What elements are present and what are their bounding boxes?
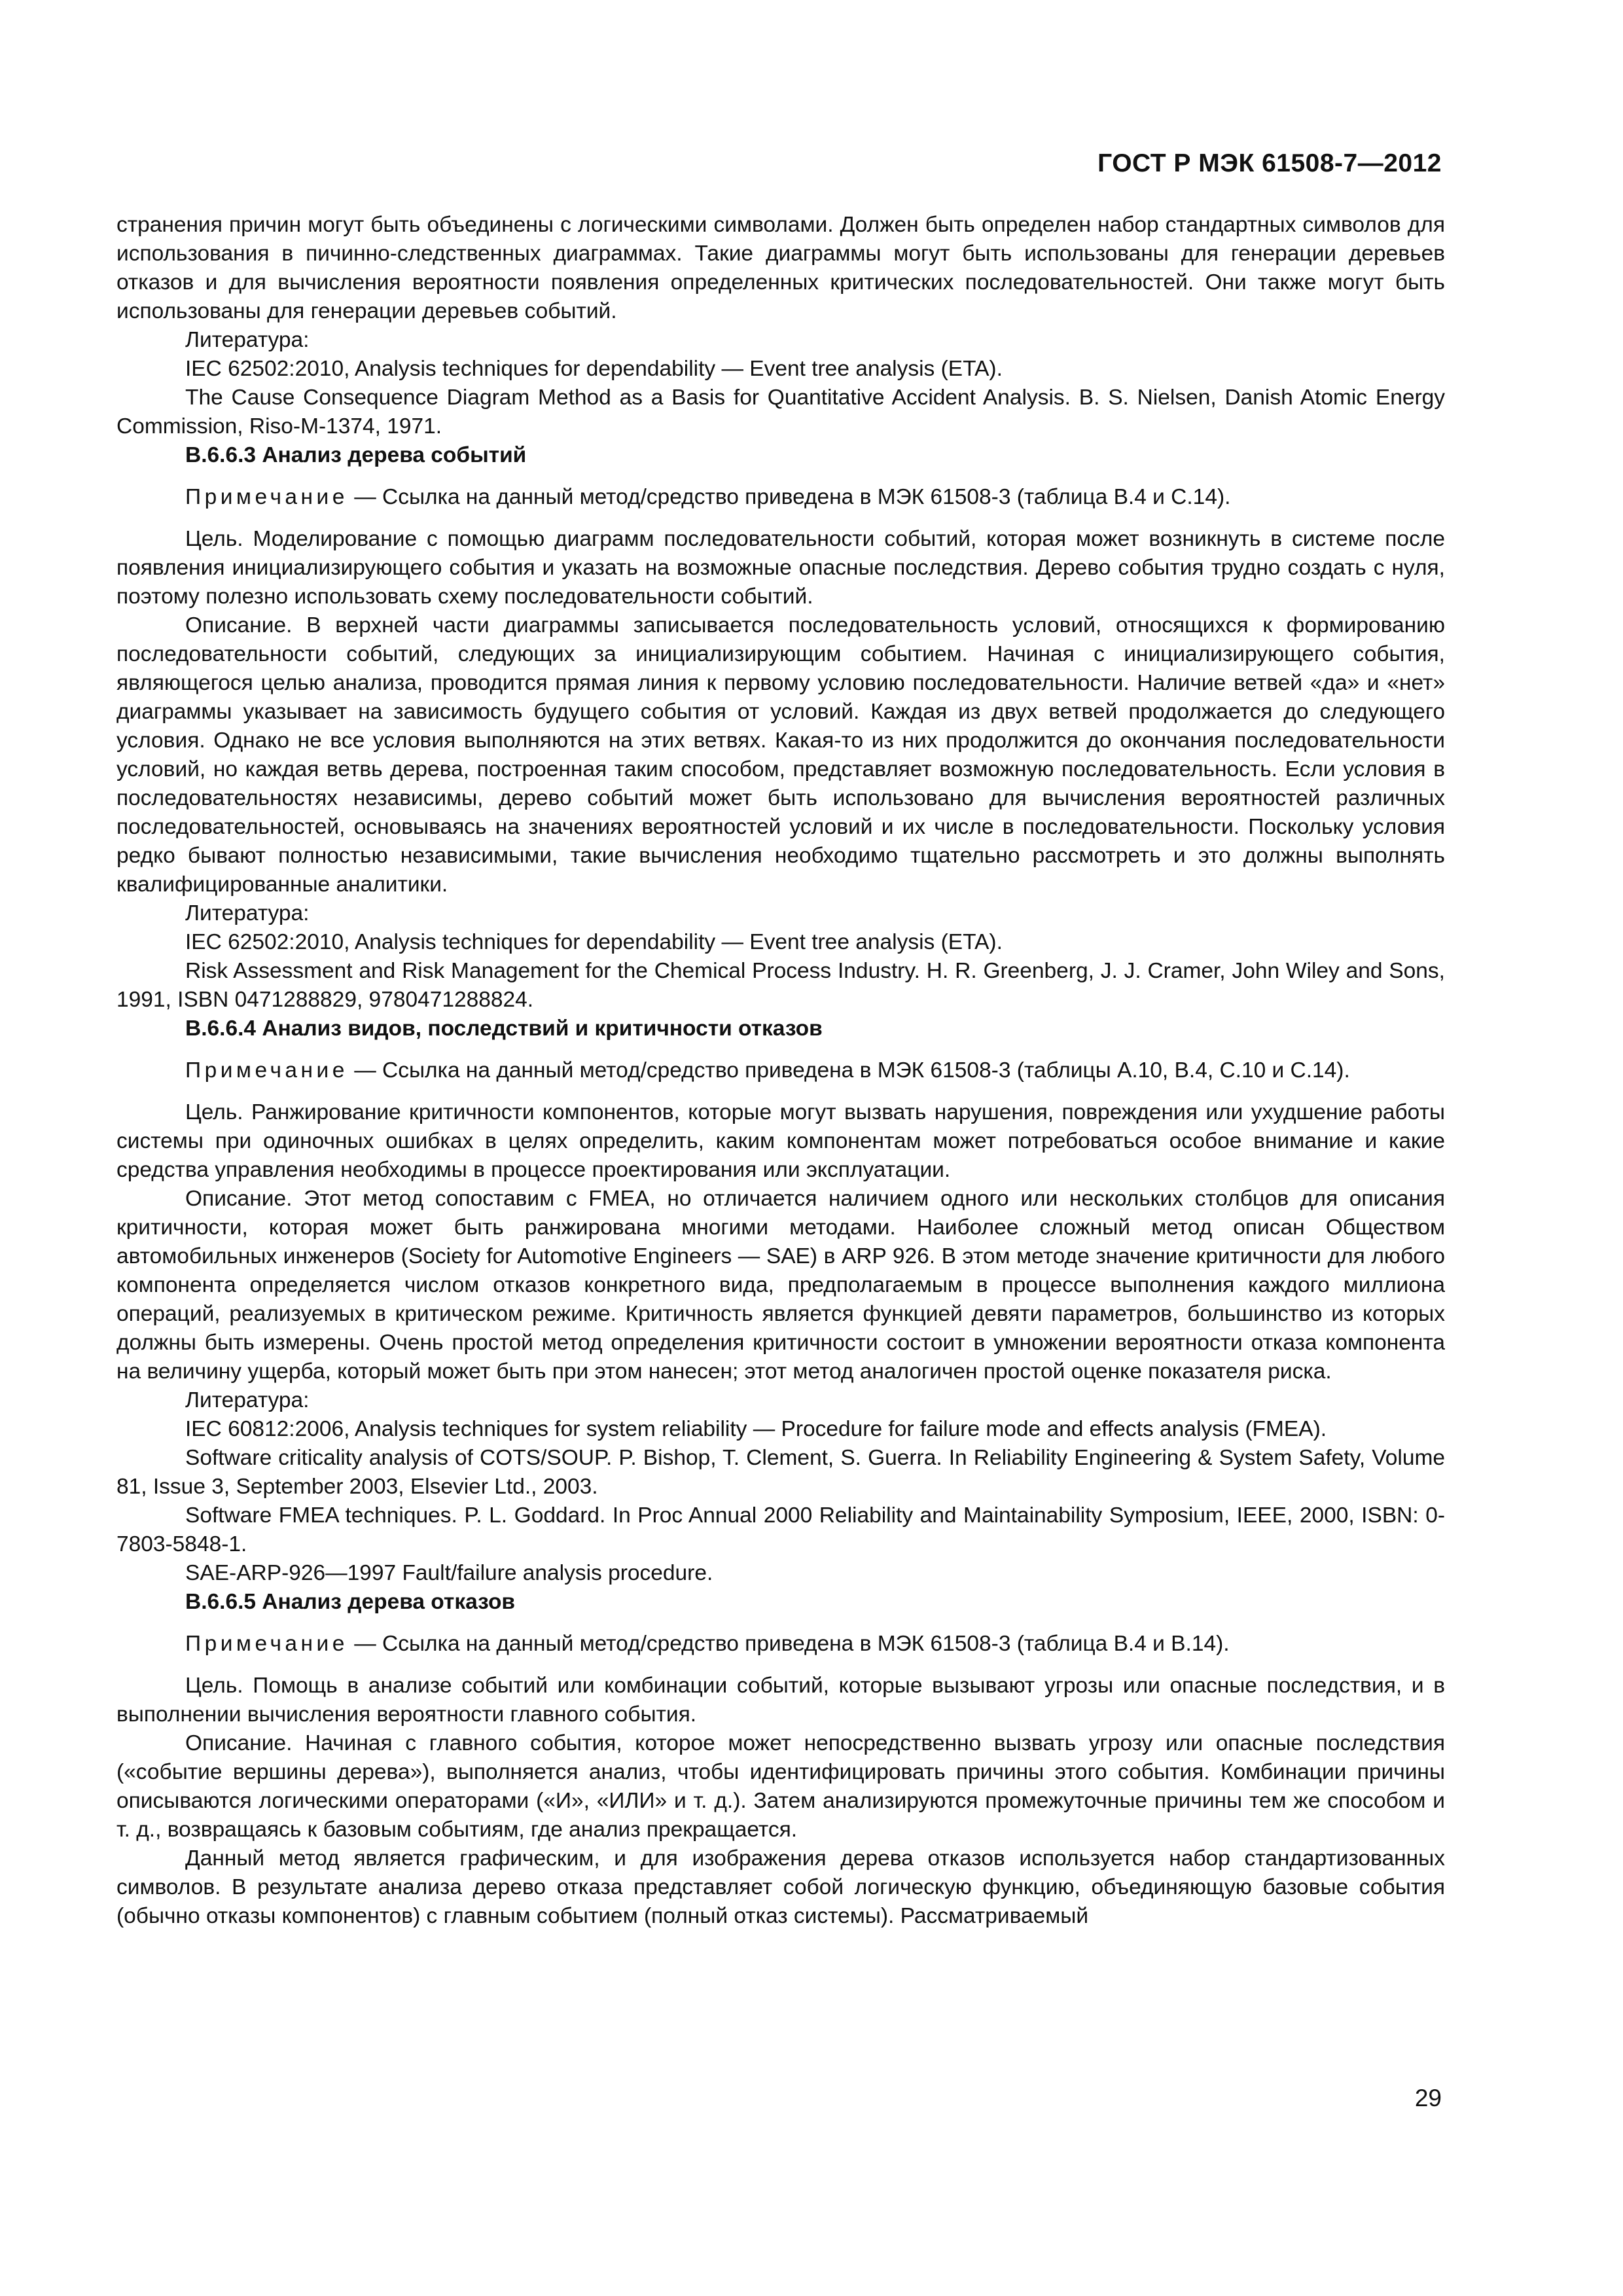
section-heading: В.6.6.3 Анализ дерева событий [185, 443, 527, 467]
paragraph: Данный метод является графическим, и для изображения дерева отказов используется набор стандартизованных символов. В результате анализа дерево отказа представляет собой логическую функцию, объединяющую базовые события (обычно отказы компонентов) с главным событием (полный отказ системы). Рассматриваемый [116, 1846, 1445, 1928]
note-text: — Ссылка на данный метод/средство приведена в МЭК 61508-3 (таблица В.4 и С.14). [348, 485, 1231, 509]
literature-label: Литература: [185, 328, 310, 352]
reference: Software FMEA techniques. P. L. Goddard. In Proc Annual 2000 Reliability and Maintainability Symposium, IEEE, 2000, ISBN: 0-7803-5848-1. [116, 1503, 1445, 1556]
note-text: — Ссылка на данный метод/средство приведена в МЭК 61508-3 (таблицы А.10, В.4, С.10 и С.14). [348, 1058, 1350, 1083]
reference: Risk Assessment and Risk Management for the Chemical Process Industry. H. R. Greenberg, J. J. Cramer, John Wiley and Sons, 1991, ISBN 0471288829, 9780471288824. [116, 959, 1445, 1012]
note [116, 483, 1445, 512]
paragraph: странения причин могут быть объединены с логическими символами. Должен быть определен набор стандартных символов для использования в пичинно-следственных диаграммах. Такие диаграммы могут быть использованы для генерации деревьев отказов и для вычисления вероятности появления определенных критических последовательностей. Они также могут быть использованы для генерации деревьев событий. [116, 213, 1445, 323]
reference: IEC 62502:2010, Analysis techniques for dependability — Event tree analysis (ETA). [185, 357, 1003, 381]
note [116, 1630, 1445, 1659]
section-heading: В.6.6.4 Анализ видов, последствий и критичности отказов [185, 1016, 823, 1041]
reference: IEC 62502:2010, Analysis techniques for dependability — Event tree analysis (ETA). [185, 930, 1003, 954]
reference: SAE-ARP-926—1997 Fault/failure analysis procedure. [185, 1561, 713, 1585]
note-label: Примечание [185, 1632, 348, 1656]
reference: IEC 60812:2006, Analysis techniques for system reliability — Procedure for failure mode and effects analysis (FMEA). [185, 1417, 1327, 1441]
literature-label: Литература: [185, 1388, 310, 1412]
paragraph: Цель. Ранжирование критичности компонентов, которые могут вызвать нарушения, повреждения или ухудшение работы системы при одиночных ошибках в целях определить, каким компонентам может потребоваться особое внимание и какие средства управления необходимы в процессе проектирования или эксплуатации. [116, 1100, 1445, 1182]
standard-header: ГОСТ Р МЭК 61508-7—2012 [1097, 149, 1442, 177]
page-number: 29 [1414, 2085, 1442, 2111]
paragraph: Описание. В верхней части диаграммы записывается последовательность условий, относящихся к формированию последовательности событий, следующих за инициализирующим событием. Начиная с инициализирующего события, являющегося целью анализа, проводится прямая линия к первому условию последовательности. Наличие ветвей «да» и «нет» диаграммы указывает на зависимость будущего события от условий. Каждая из двух ветвей продолжается до следующего условия. Однако не все условия выполняются на этих ветвях. Какая-то из них продолжится до окончания последовательности условий, но каждая ветвь дерева, построенная таким способом, представляет возможную последовательность. Если условия в последовательностях независимы, дерево событий может быть использовано для вычисления вероятностей различных последовательностей, основываясь на значениях вероятностей условий и их числе в последовательности. Поскольку условия редко бывают полностью независимыми, такие вычисления необходимо тщательно рассмотреть и это должны выполнять квалифицированные аналитики. [116, 613, 1445, 897]
reference: The Cause Consequence Diagram Method as a Basis for Quantitative Accident Analysis. B. S. Nielsen, Danish Atomic Energy Commission, Riso-M-1374, 1971. [116, 386, 1445, 439]
literature-label: Литература: [185, 901, 310, 925]
note-label: Примечание [185, 485, 348, 509]
section-heading: В.6.6.5 Анализ дерева отказов [185, 1590, 516, 1614]
paragraph: Цель. Моделирование с помощью диаграмм последовательности событий, которая может возникнуть в системе после появления инициализирующего события и указать на возможные опасные последствия. Дерево события трудно создать с нуля, поэтому полезно использовать схему последовательности событий. [116, 527, 1445, 609]
reference: Software criticality analysis of COTS/SOUP. P. Bishop, T. Clement, S. Guerra. In Reliability Engineering & System Safety, Volume 81, Issue 3, September 2003, Elsevier Ltd., 2003. [116, 1446, 1445, 1499]
note [116, 1056, 1445, 1085]
document-body [116, 211, 1445, 1931]
note-text: — Ссылка на данный метод/средство приведена в МЭК 61508-3 (таблица В.4 и В.14). [348, 1632, 1230, 1656]
note-label: Примечание [185, 1058, 348, 1083]
paragraph: Описание. Начиная с главного события, которое может непосредственно вызвать угрозу или опасные последствия («событие вершины дерева»), выполняется анализ, чтобы идентифицировать причины этого события. Комбинации причины описываются логическими операторами («И», «ИЛИ» и т. д.). Затем анализируются промежуточные причины тем же способом и т. д., возвращаясь к базовым событиям, где анализ прекращается. [116, 1731, 1445, 1842]
paragraph: Цель. Помощь в анализе событий или комбинации событий, которые вызывают угрозы или опасные последствия, и в выполнении вычисления вероятности главного события. [116, 1674, 1445, 1727]
paragraph: Описание. Этот метод сопоставим с FMEA, но отличается наличием одного или нескольких столбцов для описания критичности, которая может быть ранжирована многими методами. Наиболее сложный метод описан Обществом автомобильных инженеров (Society for Automotive Engineers — SAE) в ARP 926. В этом методе значение критичности для любого компонента определяется числом отказов конкретного вида, предполагаемым в процессе выполнения каждого миллиона операций, реализуемых в критическом режиме. Критичность является функцией девяти параметров, большинство из которых должны быть измерены. Очень простой метод определения критичности состоит в умножении вероятности отказа компонента на величину ущерба, который может быть при этом нанесен; этот метод аналогичен простой оценке показателя риска. [116, 1187, 1445, 1384]
